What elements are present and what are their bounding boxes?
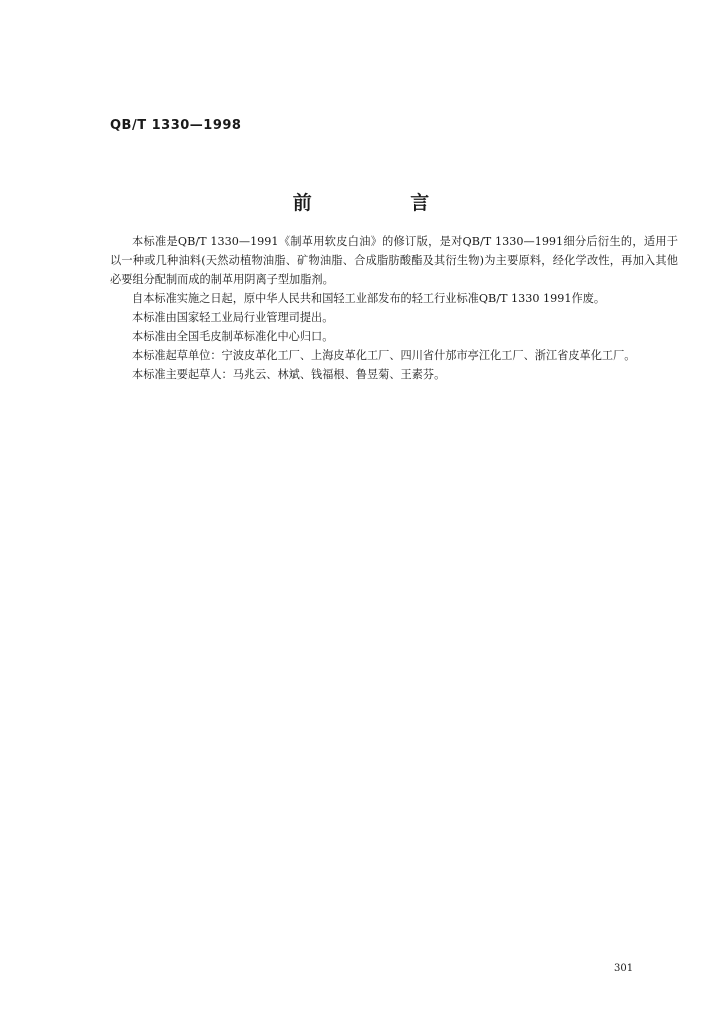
page-title: 前 言: [292, 192, 476, 214]
paragraph-drafting-units: 本标准起草单位：宁波皮革化工厂、上海皮革化工厂、四川省什邡市亭江化工厂、浙江省皮革化工厂。: [132, 349, 636, 362]
paragraph-supersede: 自本标准实施之日起，原中华人民共和国轻工业部发布的轻工行业标准QB/T 1330 1991作废。: [132, 292, 606, 305]
paragraph-revision: 本标准是QB/T 1330—1991《制革用软皮白油》的修订版，是对QB/T 1330—1991细分后衍生的，适用于以一种或几种油料(天然动植物油脂、矿物油脂、合成脂肪酸酯及其衍生物)为主要原料，经化学改性，再加入其他必要组分配制而成的制革用阴离子型加脂剂。: [110, 235, 678, 286]
standard-code: QB/T 1330—1998: [110, 118, 242, 133]
paragraph-centralized-by: 本标准由全国毛皮制革标准化中心归口。: [132, 330, 334, 343]
page-number: 301: [614, 963, 634, 974]
paragraph-proposed-by: 本标准由国家轻工业局行业管理司提出。: [132, 311, 334, 324]
foreword-body: [110, 232, 678, 384]
paragraph-drafters: 本标准主要起草人：马兆云、林斌、钱福根、鲁昱菊、王素芬。: [132, 368, 446, 381]
